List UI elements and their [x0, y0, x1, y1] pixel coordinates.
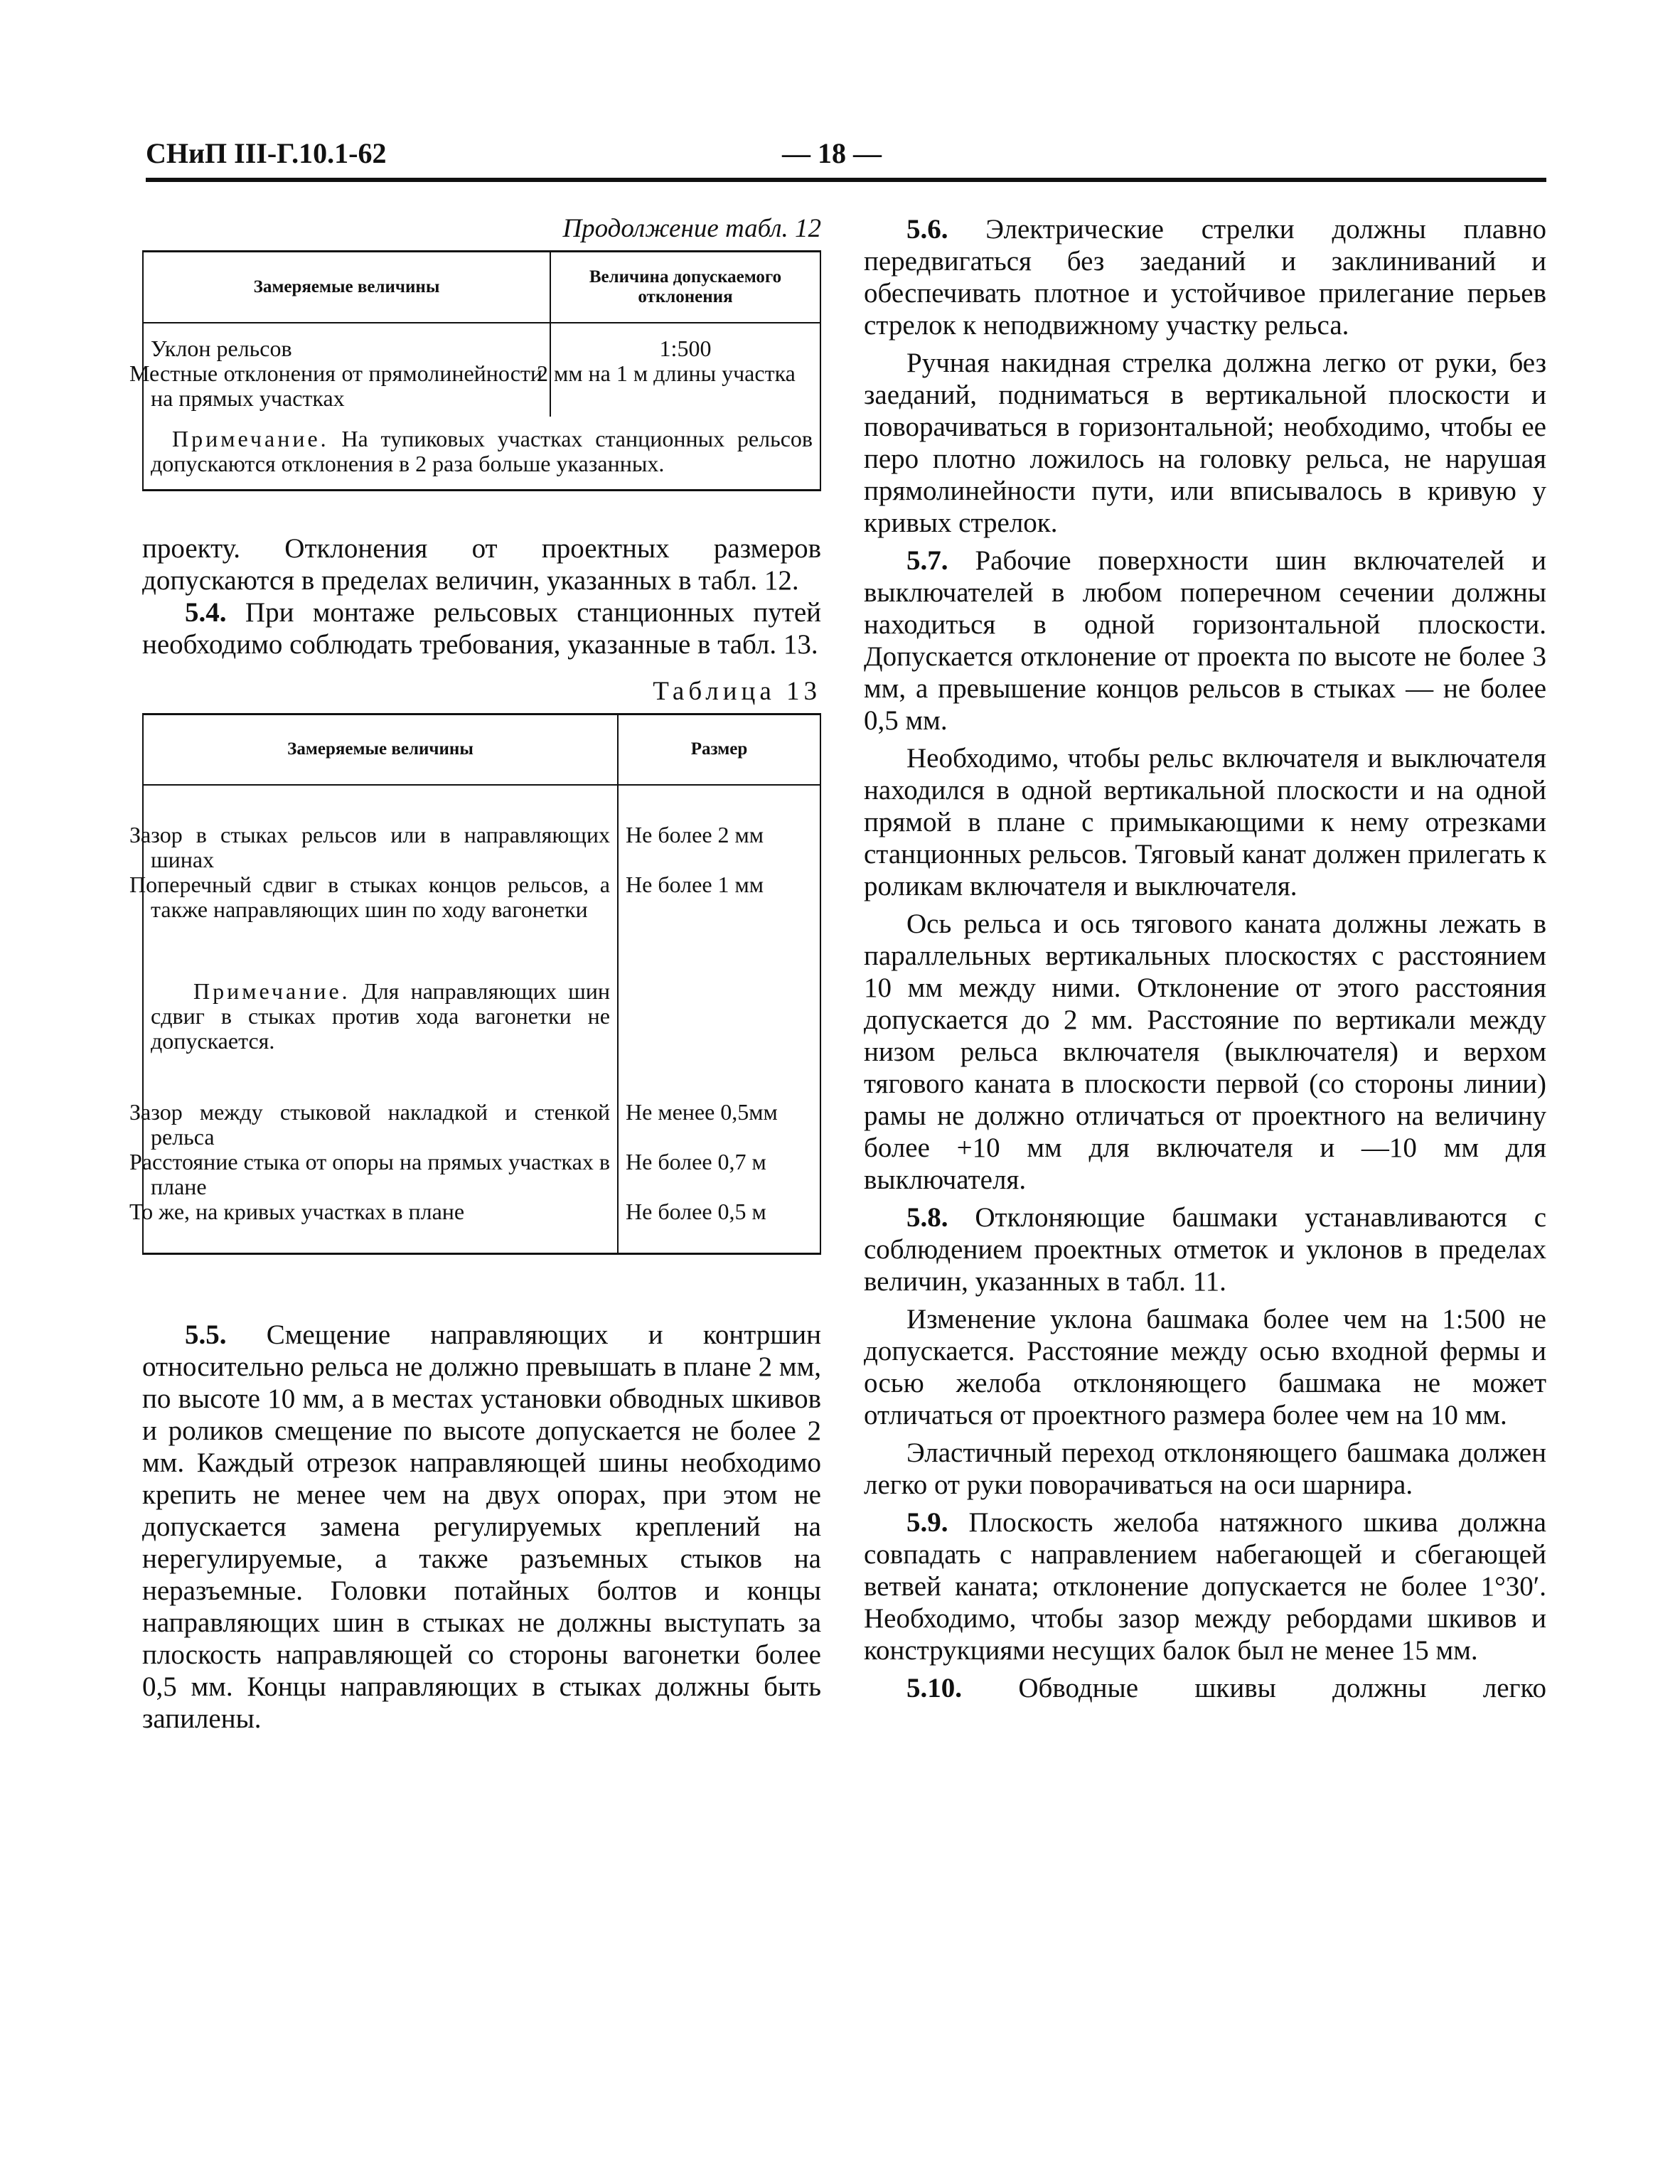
paragraph-5-10-text: Обводные шкивы должны легко: [1018, 1673, 1546, 1703]
table12-header-measured: Замеряемые величины: [143, 252, 550, 323]
table12-row2-name: Местные отклонения от прямолинейности на прямых участках: [143, 361, 550, 417]
paragraph-5-6-b: Ручная накидная стрелка должна легко от руки, без заеданий, подниматься в вертикальной плоскости и поворачиваться в горизонтальной; необходимо, чтобы ее перо плотно ложилось на головку рельса, не нарушая прямолинейности пути, или вписывалось в кривую у кривых стрелок.: [864, 348, 1546, 538]
document-code: СНиП III-Г.10.1-62: [146, 137, 387, 169]
paragraph-5-4-number: 5.4.: [185, 596, 227, 628]
paragraph-5-4: [142, 596, 821, 660]
table13-header-size: Размер: [618, 714, 820, 785]
table13-row1-value: Не более 2 мм: [618, 785, 820, 872]
table-row: [143, 1093, 820, 1150]
paragraph-5-5-text: Смещение направляющих и контршин относительно рельса не должно превышать в плане 2 мм, по высоте 10 мм, а в местах установки обводных шкивов и роликов смещение по высоте допускается не более 2 мм. Каждый отрезок направляющей шины необходимо крепить не менее чем на двух опорах, при этом не допускается замена регулируемых креплений на нерегулируемые, а также разъемных стыков на неразъемные. Головки потайных болтов и концы направляющих шин в стыках не должны выступать за плоскость направляющей со стороны вагонетки более 0,5 мм. Концы направляющих в стыках должны быть запилены.: [142, 1320, 821, 1734]
paragraph-5-7-c: Ось рельса и ось тягового каната должны лежать в параллельных вертикальных плоскостях с расстоянием 10 мм между ними. Отклонение от этого расстояния допускается до 2 мм. Расстояние по вертикали между низом рельса включателя (выключателя) и верхом тягового каната в плоскости первой (со стороны линии) рамы не должно отличаться от проектного на величину более +10 мм для включателя и —10 мм для выключателя.: [864, 909, 1546, 1195]
table13-row2-value: Не более 1 мм: [618, 872, 820, 922]
table12-note-label: Примечание.: [172, 425, 329, 451]
paragraph-5-4-text: При монтаже рельсовых станционных путей необходимо соблюдать требования, указанные в табл. 13.: [142, 596, 822, 660]
page-header: [146, 136, 1546, 179]
table13-row3-value: Не менее 0,5мм: [618, 1093, 820, 1150]
table13-note-row: [143, 922, 820, 1093]
paragraph-5-8-b: Изменение уклона башмака более чем на 1:500 не допускается. Расстояние между осью входной фермы и осью желоба отклоняющего башмака не может отличаться от проектного размера более чем на 10 мм.: [864, 1304, 1546, 1430]
paragraph-5-10: [864, 1672, 1546, 1704]
paragraph-5-8: [864, 1201, 1546, 1297]
paragraph-5-8-number: 5.8.: [906, 1202, 948, 1233]
paragraph-5-9: [864, 1506, 1546, 1666]
table13-note-label: Примечание.: [193, 978, 351, 1004]
table13-row3-name: Зазор между стыковой накладкой и стенкой рельса: [143, 1093, 618, 1150]
paragraph-5-9-number: 5.9.: [906, 1507, 948, 1538]
table13-row4-value: Не более 0,7 м: [618, 1150, 820, 1199]
table13-row2-name: Поперечный сдвиг в стыках концов рельсов, а также направляющих шин по ходу вагонетки: [143, 872, 618, 922]
paragraph-5-8-c: Эластичный переход отклоняющего башмака должен легко от руки поворачиваться на оси шарнира.: [864, 1438, 1546, 1500]
paragraph-5-7-number: 5.7.: [906, 545, 948, 576]
paragraph-5-8-text: Отклоняющие башмаки устанавливаются с соблюдением проектных отметок и уклонов в пределах величин, указанных в табл. 11.: [864, 1202, 1547, 1297]
table12-row1-name: Уклон рельсов: [143, 323, 550, 361]
paragraph-5-10-number: 5.10.: [906, 1673, 962, 1703]
table-row: [143, 785, 820, 872]
table12-note-text: На тупиковых участках станционных рельсов допускаются отклонения в 2 раза больше указанных.: [151, 425, 813, 476]
paragraph-5-7-text: Рабочие поверхности шин включателей и выключателей в любом поперечном сечении должны находиться в одной горизонтальной плоскости. Допускается отклонение от проекта по высоте не более 3 мм, а превышение концов рельсов в стыках — не более 0,5 мм.: [864, 545, 1547, 736]
table12-header-deviation: Величина допускаемого отклонения: [550, 252, 820, 323]
table12-row2-value: 2 мм на 1 м длины участка: [550, 361, 820, 417]
right-column: [864, 213, 1546, 1704]
table12-caption: Продолжение табл. 12: [562, 214, 821, 243]
table-row: [143, 323, 820, 361]
table13-note-text: Для направляющих шин сдвиг в стыках против хода вагонетки не допускается.: [151, 978, 611, 1054]
table12-note-row: [143, 417, 820, 491]
table-12: [129, 250, 821, 491]
table-row: [143, 1199, 820, 1254]
paragraph-5-7: [864, 545, 1546, 737]
table13-row5-name: То же, на кривых участках в плане: [143, 1199, 618, 1254]
paragraph-5-6: [864, 213, 1546, 341]
paragraph-5-5-number: 5.5.: [185, 1320, 227, 1350]
paragraph-5-6-number: 5.6.: [906, 214, 948, 245]
table-row: [143, 872, 820, 922]
table13-row1-name: Зазор в стыках рельсов или в направляющих шинах: [143, 785, 618, 872]
table-row: [143, 361, 820, 417]
table13-header-measured: Замеряемые величины: [143, 714, 618, 785]
paragraph-5-7-b: Необходимо, чтобы рельс включателя и выключателя находился в одной вертикальной плоскости и на одной прямой в плане с примыкающими к нему отрезками станционных рельсов. Тяговый канат должен прилегать к роликам включателя и выключателя.: [864, 743, 1546, 901]
table-13: [129, 713, 821, 1256]
left-column: [129, 213, 822, 1735]
table12-row1-value: 1:500: [550, 323, 820, 361]
table13-row4-name: Расстояние стыка от опоры на прямых участках в плане: [143, 1150, 618, 1199]
header-rule: [146, 178, 1546, 182]
paragraph-5-5: [142, 1319, 821, 1735]
table13-row5-value: Не более 0,5 м: [618, 1199, 820, 1254]
paragraph-5-9-text: Плоскость желоба натяжного шкива должна совпадать с направлением набегающей и сбегающей ветвей каната; отклонение допускается не более 1°30′. Необходимо, чтобы зазор между ребордами шкивов и конструкциями несущих балок был не менее 15 мм.: [864, 1507, 1546, 1666]
page-number: — 18 —: [782, 137, 882, 169]
table-row: [143, 1150, 820, 1199]
paragraph-5-6-text: Электрические стрелки должны плавно передвигаться без заеданий и заклиниваний и обеспечивать плотное и устойчивое прилегание перьев стрелок к неподвижному участку рельса.: [864, 214, 1546, 341]
table13-caption: Таблица 13: [653, 676, 821, 706]
paragraph-project: проекту. Отклонения от проектных размеров допускаются в пределах величин, указанных в табл. 12.: [142, 532, 821, 596]
